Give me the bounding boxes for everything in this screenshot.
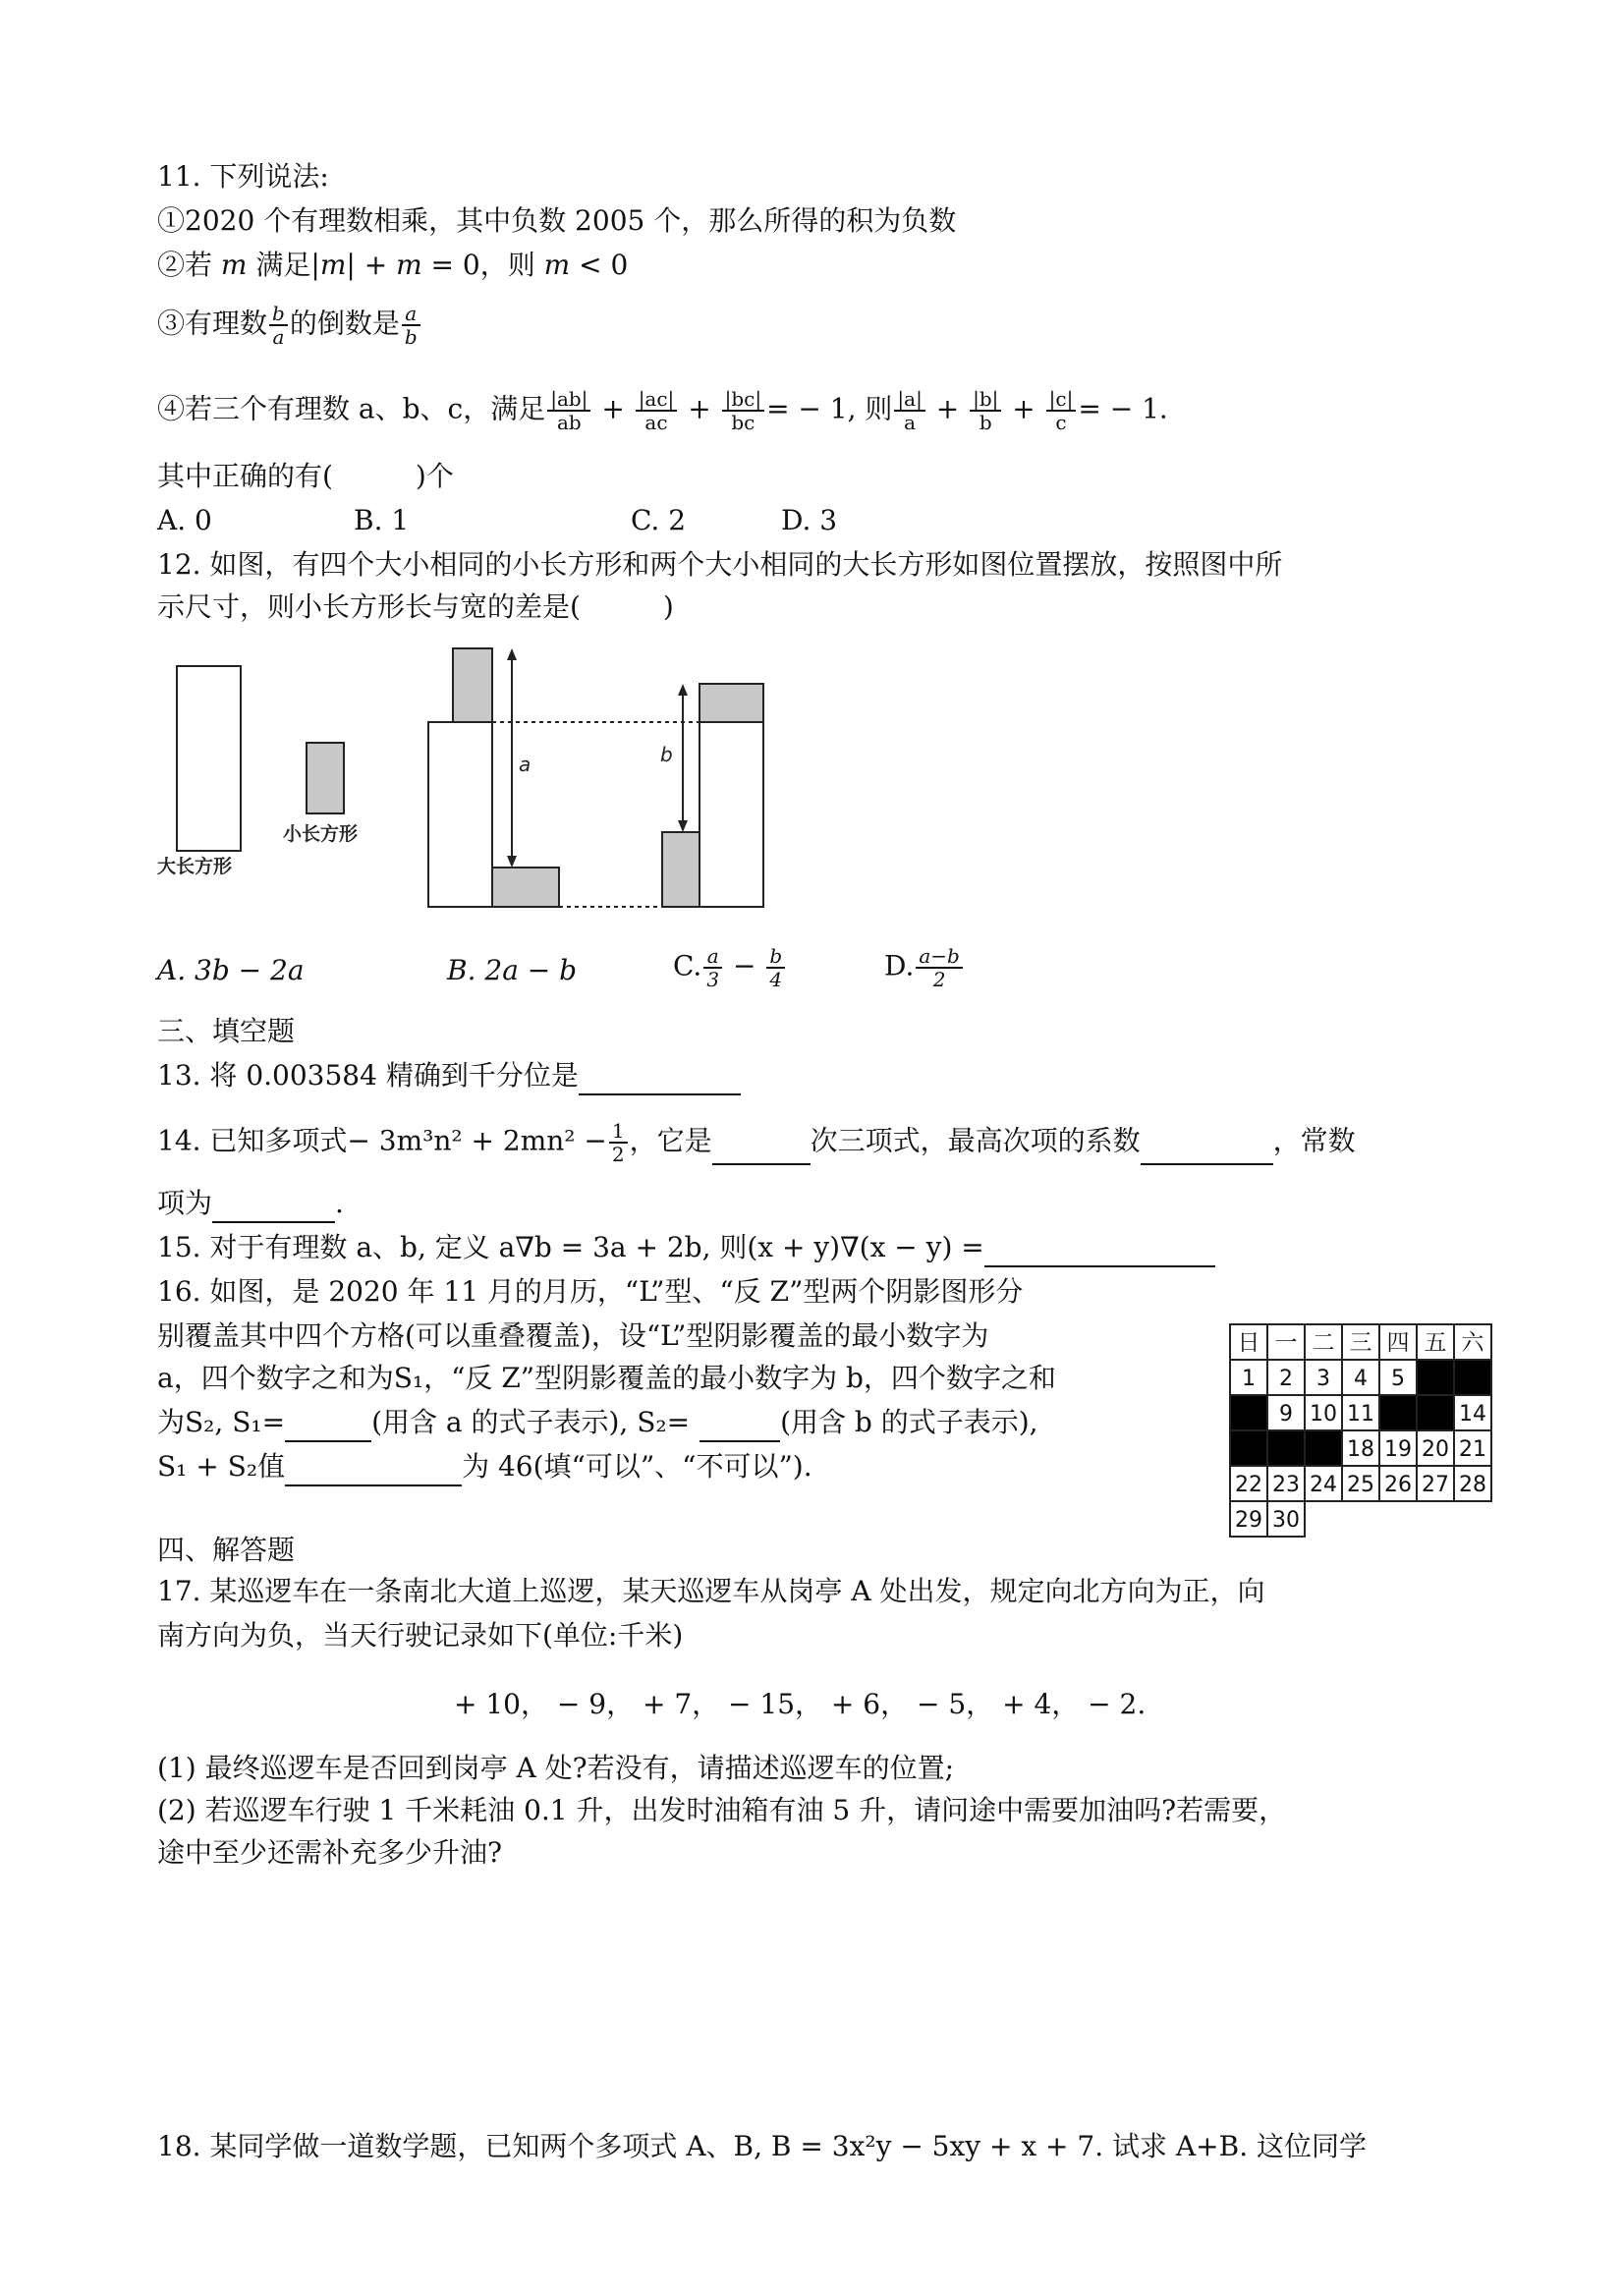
small-rectangle — [307, 743, 344, 813]
q11-title: 11. 下列说法: — [157, 160, 329, 193]
calendar-day-number: 30 — [1272, 1508, 1300, 1533]
calendar-day-number: 24 — [1310, 1473, 1337, 1497]
q11-statement-1: ①2020 个有理数相乘，其中负数 2005 个，那么所得的积为负数 — [157, 204, 957, 237]
q16-line-5: S₁ + S₂值 为 46(填“可以”、“不可以”). — [157, 1447, 812, 1486]
left-small-top — [453, 648, 492, 722]
calendar-weekday-label: 二 — [1312, 1330, 1335, 1356]
calendar-day-number: 14 — [1459, 1402, 1486, 1427]
calendar-day-number: 21 — [1459, 1437, 1486, 1462]
calendar-shaded-cell — [1230, 1430, 1267, 1466]
q13: 13. 将 0.003584 精确到千分位是 — [157, 1056, 741, 1095]
calendar-shaded-cell — [1417, 1395, 1454, 1430]
calendar-day-number: 10 — [1310, 1402, 1337, 1427]
calendar-day-number: 23 — [1272, 1473, 1300, 1497]
calendar-shaded-cell — [1230, 1395, 1267, 1430]
calendar-day-number: 28 — [1459, 1473, 1486, 1497]
q17-part-1: (1) 最终巡逻车是否回到岗亭 A 处?若没有，请描述巡逻车的位置; — [157, 1752, 955, 1784]
q12-line-1: 12. 如图，有四个大小相同的小长方形和两个大小相同的大长方形如图位置摆放，按照图中所 — [157, 548, 1283, 581]
q11-option-a: A. 0 — [157, 504, 212, 536]
q15: 15. 对于有理数 a、b, 定义 a∇b = 3a + 2b, 则(x + y)∇(x − y) = — [157, 1228, 1215, 1267]
section-3-heading: 三、填空题 — [157, 1015, 296, 1047]
label-big-rectangle: 大长方形 — [157, 856, 233, 877]
q11-question: 其中正确的有( )个 — [157, 460, 454, 492]
q16-line-2: 别覆盖其中四个方格(可以重叠覆盖)，设“L”型阴影覆盖的最小数字为 — [157, 1319, 989, 1352]
calendar-day-number: 25 — [1347, 1473, 1374, 1497]
calendar-day-number: 1 — [1242, 1367, 1256, 1391]
q11-option-c: C. 2 — [631, 504, 687, 536]
calendar-weekday-label: 一 — [1274, 1330, 1298, 1356]
calendar-day-number: 3 — [1316, 1367, 1330, 1391]
calendar-day-number: 20 — [1422, 1437, 1449, 1462]
label-a: a — [519, 753, 532, 776]
calendar-day-number: 19 — [1384, 1437, 1412, 1462]
calendar-shaded-cell — [1305, 1430, 1342, 1466]
right-small-bottom — [662, 832, 700, 907]
calendar-day-number: 18 — [1347, 1437, 1374, 1462]
calendar-shaded-cell — [1454, 1360, 1491, 1395]
q14-line-1: 14. 已知多项式− 3m³n² + 2mn² − $\frac{1}{2}$ ，它是 次三项式，最高次项的系数 ，常数 — [157, 1119, 1356, 1166]
calendar-day-number: 9 — [1279, 1402, 1293, 1427]
calendar-weekday-label: 五 — [1424, 1330, 1447, 1356]
calendar-day-number: 27 — [1422, 1473, 1449, 1497]
q17-line-2: 南方向为负，当天行驶记录如下(单位:千米) — [157, 1619, 684, 1652]
big-rectangle — [177, 666, 241, 851]
calendar-shaded-cell — [1267, 1430, 1305, 1466]
q12-figure — [147, 639, 786, 914]
calendar-day-number: 22 — [1235, 1473, 1262, 1497]
left-big-rectangle — [428, 722, 492, 907]
q11-statement-4: ④若三个有理数 a、b、c，满足 $\frac{|ab|}{ab}$ + $\frac{|ac|}{ac}$ + $\frac{|bc|}{bc}$ = − 1, 则 $\frac{|a|}{a}$ + $\frac{|b|}{b}$ + $\frac{|c|}{c}$ = − 1. — [157, 387, 1168, 434]
q12-option-b: B. 2a − b — [447, 954, 578, 986]
calendar-weekday-label: 六 — [1461, 1330, 1484, 1356]
q12-option-c: C. $\frac{a}{3}$ − $\frac{b}{4}$ — [673, 945, 787, 996]
q11-statement-3: ③有理数 $\frac{b}{a}$ 的倒数是 $\frac{a}{b}$ — [157, 303, 422, 352]
q12-option-a: A. 3b − 2a — [157, 954, 305, 986]
q14-line-2: 项为 . — [157, 1184, 344, 1223]
right-small-top — [700, 684, 763, 722]
q17-record: + 10， − 9， + 7， − 15， + 6， − 5， + 4， − 2. — [454, 1688, 1147, 1720]
calendar-weekday-label: 三 — [1349, 1330, 1372, 1356]
q16-line-3: a，四个数字之和为S₁，“反 Z”型阴影覆盖的最小数字为 b，四个数字之和 — [157, 1362, 1056, 1394]
q12-option-d: D. $\frac{a-b}{2}$ — [884, 945, 965, 996]
q16-line-1: 16. 如图，是 2020 年 11 月的月历，“L”型、“反 Z”型两个阴影图形分 — [157, 1275, 1024, 1308]
calendar-weekday-label: 四 — [1386, 1330, 1410, 1356]
q11-option-d: D. 3 — [781, 504, 838, 536]
calendar-day-number: 4 — [1354, 1367, 1368, 1391]
q12-line-2: 示尺寸，则小长方形长与宽的差是( ) — [157, 590, 674, 623]
calendar-weekday-label: 日 — [1237, 1330, 1260, 1356]
q17-part-2a: (2) 若巡逻车行驶 1 千米耗油 0.1 升，出发时油箱有油 5 升，请问途中需要加油吗?若需要， — [157, 1794, 1287, 1826]
label-small-rectangle: 小长方形 — [283, 823, 359, 845]
q18-line-1: 18. 某同学做一道数学题，已知两个多项式 A、B, B = 3x²y − 5xy + x + 7. 试求 A+B. 这位同学 — [157, 2130, 1367, 2162]
q11-option-b: B. 1 — [354, 504, 410, 536]
calendar-day-number: 5 — [1391, 1367, 1405, 1391]
calendar-shaded-cell — [1417, 1360, 1454, 1395]
calendar-day-number: 29 — [1235, 1508, 1262, 1533]
label-b: b — [660, 743, 673, 766]
q11-statement-2: ②若 m 满足|m| + m = 0，则 m < 0 — [157, 249, 629, 281]
calendar-day-number: 11 — [1347, 1402, 1374, 1427]
q16-line-4: 为S₂, S₁= (用含 a 的式子表示), S₂= (用含 b 的式子表示), — [157, 1403, 1038, 1442]
right-big-rectangle — [700, 722, 763, 907]
calendar-shaded-cell — [1379, 1395, 1417, 1430]
q17-part-2b: 途中至少还需补充多少升油? — [157, 1836, 503, 1869]
q17-line-1: 17. 某巡逻车在一条南北大道上巡逻，某天巡逻车从岗亭 A 处出发，规定向北方向为正，向 — [157, 1575, 1265, 1607]
calendar-day-number: 2 — [1279, 1367, 1293, 1391]
calendar-november-2020 — [1218, 1316, 1501, 1557]
section-4-heading: 四、解答题 — [157, 1534, 296, 1566]
calendar-day-number: 26 — [1384, 1473, 1412, 1497]
left-small-bottom — [492, 868, 559, 907]
